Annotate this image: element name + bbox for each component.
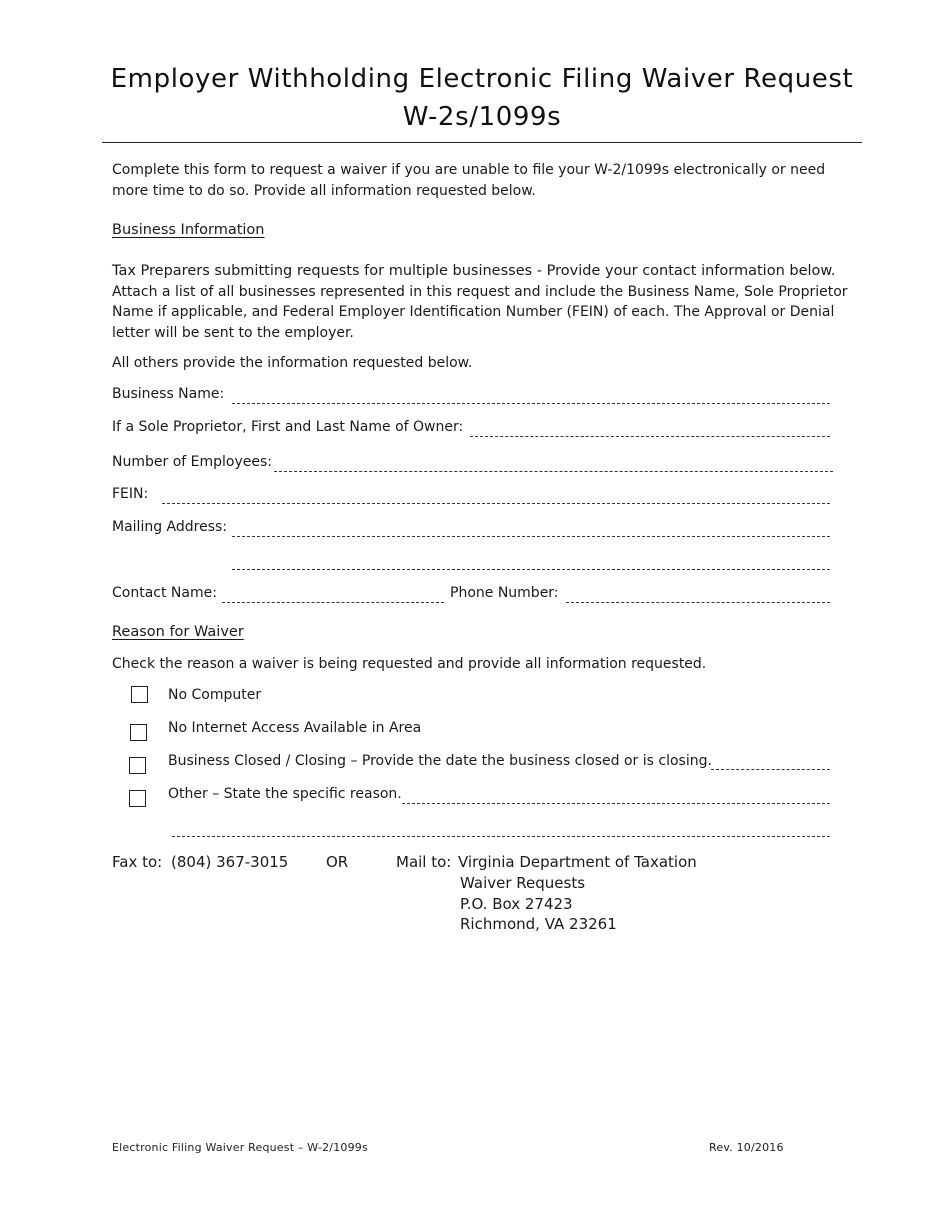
no-computer-label: No Computer (168, 687, 262, 703)
fein-field[interactable] (162, 503, 830, 504)
contact-name-field[interactable] (222, 602, 444, 603)
business-name-label: Business Name: (112, 386, 225, 402)
footer-revision: Rev. 10/2016 (709, 1141, 784, 1154)
preparers-line-1: Tax Preparers submitting requests for multiple businesses - Provide your contact information below. (112, 263, 836, 279)
reason-heading: Reason for Waiver (112, 624, 244, 640)
employees-label: Number of Employees: (112, 454, 272, 470)
other-label: Other – State the specific reason. (168, 786, 402, 802)
fax-number: (804) 367-3015 (171, 853, 289, 871)
mail-address-line-3: P.O. Box 27423 (460, 895, 573, 913)
contact-name-label: Contact Name: (112, 585, 217, 601)
business-closed-date-field[interactable] (711, 769, 830, 770)
form-title: Employer Withholding Electronic Filing Waiver Request (110, 64, 854, 94)
business-info-heading: Business Information (112, 222, 265, 238)
business-closed-checkbox[interactable] (129, 757, 146, 774)
fein-label: FEIN: (112, 486, 149, 502)
no-computer-checkbox[interactable] (131, 686, 148, 703)
fax-label: Fax to: (112, 853, 163, 871)
mail-address-line-2: Waiver Requests (460, 874, 586, 892)
or-separator: OR (326, 853, 349, 871)
no-internet-label: No Internet Access Available in Area (168, 720, 422, 736)
business-closed-label: Business Closed / Closing – Provide the date the business closed or is closing. (168, 753, 712, 769)
other-checkbox[interactable] (129, 790, 146, 807)
sole-proprietor-label: If a Sole Proprietor, First and Last Name of Owner: (112, 419, 464, 435)
sole-proprietor-field[interactable] (470, 436, 830, 437)
intro-line-2: more time to do so. Provide all information requested below. (112, 183, 536, 199)
other-reason-field-1[interactable] (402, 803, 830, 804)
mailing-address-field-1[interactable] (232, 536, 830, 537)
reason-instruction: Check the reason a waiver is being requested and provide all information requested. (112, 656, 707, 672)
phone-number-field[interactable] (566, 602, 830, 603)
mailing-address-field-2[interactable] (232, 569, 830, 570)
footer-form-name: Electronic Filing Waiver Request – W-2/1099s (112, 1141, 368, 1154)
others-instruction: All others provide the information requested below. (112, 355, 473, 371)
mail-address-line-1: Virginia Department of Taxation (458, 853, 697, 871)
mailing-address-label: Mailing Address: (112, 519, 228, 535)
no-internet-checkbox[interactable] (130, 724, 147, 741)
mail-address-line-4: Richmond, VA 23261 (460, 915, 617, 933)
phone-number-label: Phone Number: (450, 585, 559, 601)
form-subtitle: W-2s/1099s (402, 102, 562, 132)
intro-line-1: Complete this form to request a waiver if you are unable to file your W-2/1099s electronically or need (112, 162, 826, 178)
preparers-line-4: letter will be sent to the employer. (112, 325, 354, 341)
employees-field[interactable] (274, 471, 833, 472)
mail-label: Mail to: (396, 853, 452, 871)
business-name-field[interactable] (232, 403, 830, 404)
other-reason-field-2[interactable] (172, 836, 830, 837)
preparers-line-2: Attach a list of all businesses represented in this request and include the Business Name, Sole Proprietor (112, 284, 848, 300)
header-divider (102, 142, 862, 143)
preparers-line-3: Name if applicable, and Federal Employer Identification Number (FEIN) of each. The Approval or Denial (112, 304, 835, 320)
